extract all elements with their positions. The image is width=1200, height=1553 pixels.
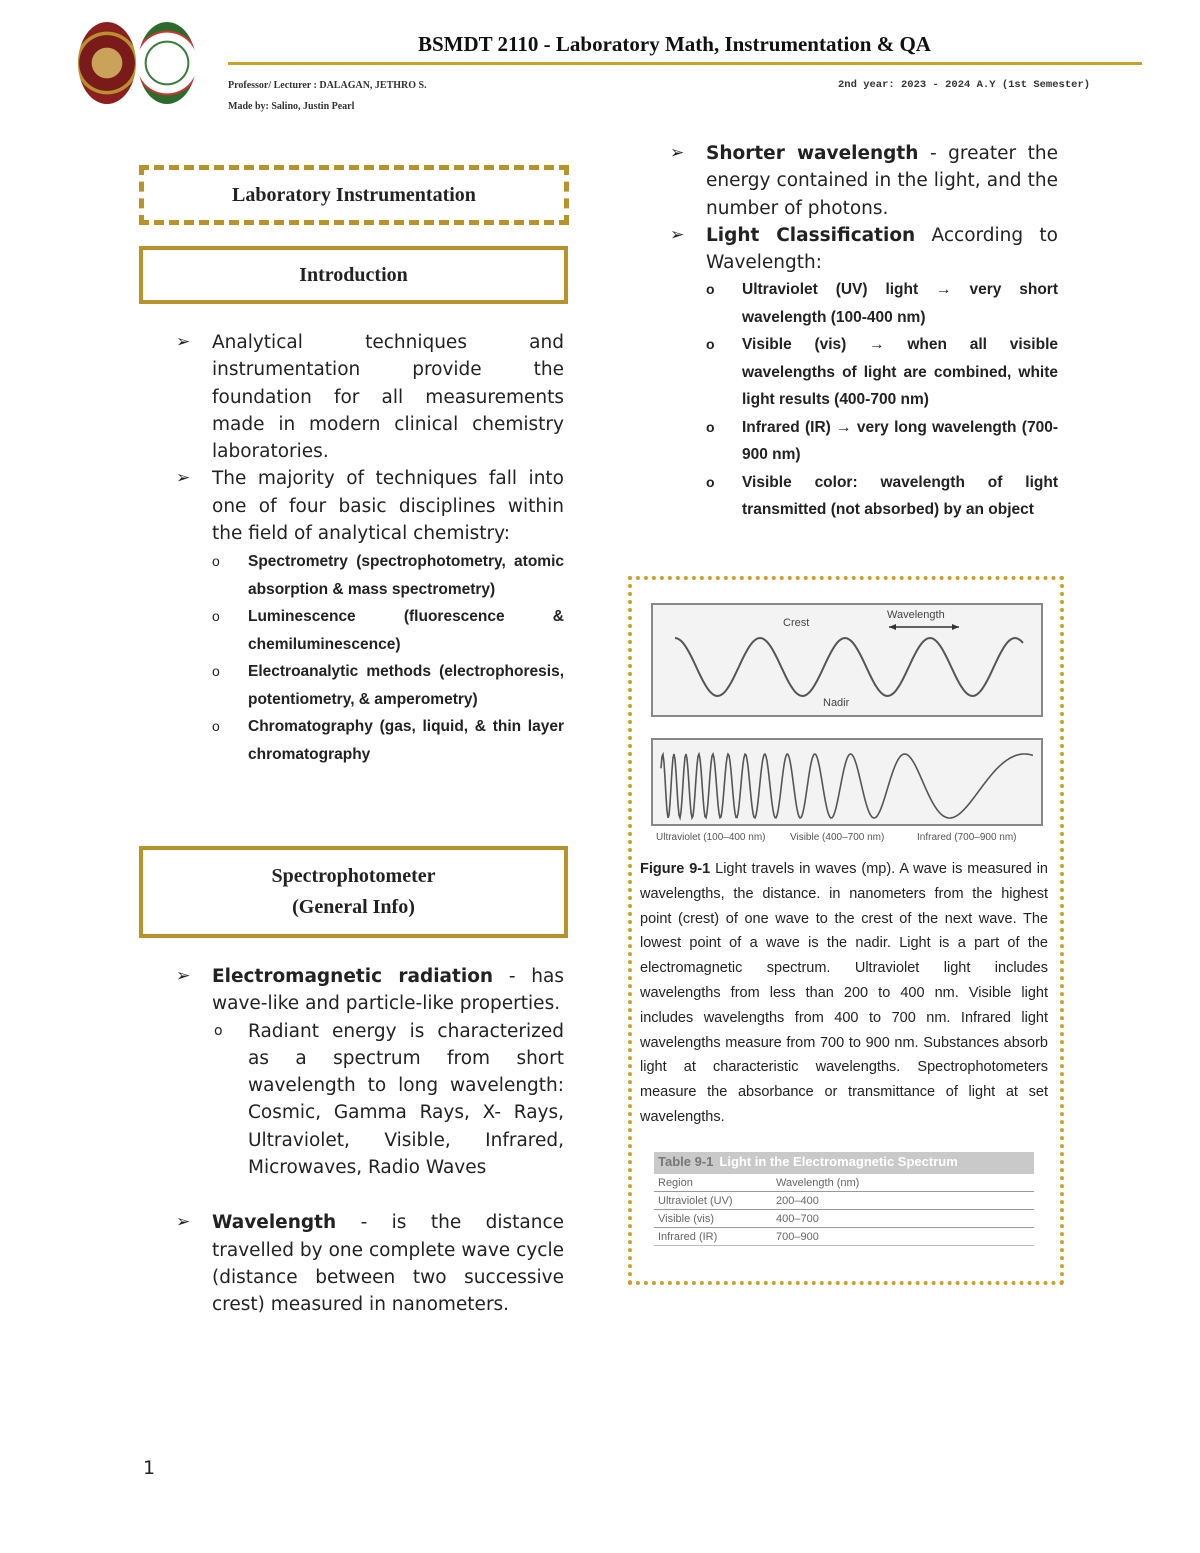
made-by: Made by: Salino, Justin Pearl xyxy=(228,101,355,112)
list-item: o Luminescence (fluorescence & chemiluminescence) xyxy=(212,608,564,653)
table-title: Table 9-1 Light in the Electromagnetic Spectrum xyxy=(654,1152,1034,1174)
list-item: ➢ Analytical techniques and instrumentation provide the foundation for all measurements made in modern clinical chemistry laboratories. xyxy=(176,329,564,465)
spectrophotometer-heading: Spectrophotometer (General Info) xyxy=(139,846,568,938)
arrow-right-icon xyxy=(952,624,959,630)
figure-caption: Figure 9-1 Light travels in waves (mp). A wave is measured in wavelengths, the distance. in nanometers from the highest point (crest) of one wave to the crest of the next wave. The lowest point of a wave is the nadir. Light is a part of the electromagnetic spectrum. Ultraviolet light includes wavelengths from less than 200 to 400 nm. Visible light includes wavelengths from 400 to 700 nm. Infrared light wavelengths measure from 700 to 900 nm. Substances absorb light at characteristic wavelengths. Spectrophotometers measure the absorbance or transmittance of light at set wavelengths. xyxy=(640,861,1049,1125)
academic-year: 2nd year: 2023 - 2024 A.Y (1st Semester) xyxy=(838,79,1091,91)
list-item: ➢ Electromagnetic radiation - has wave-like and particle-like properties. xyxy=(176,963,564,1018)
list-item: o Ultraviolet (UV) light → very short wavelength (100-400 nm) xyxy=(706,281,1058,326)
school-logo xyxy=(78,22,136,104)
table-row: Infrared (IR) 700–900 xyxy=(654,1228,1034,1246)
arrow-bullet-icon: ➢ xyxy=(176,468,191,489)
list-item: ➢ Shorter wavelength - greater the energy contained in the light, and the number of photons. xyxy=(670,140,1058,222)
list-item: o Visible color: wavelength of light transmitted (not absorbed) by an object xyxy=(706,473,1058,519)
wave-diagram xyxy=(651,603,1043,717)
list-item: o Radiant energy is characterized as a spectrum from short wavelength to long wavelength: Cosmic, Gamma Rays, X- Rays, Ultraviolet, Visible, Infrared, Microwaves, Radio Waves xyxy=(214,1020,564,1179)
classification-list xyxy=(670,276,1058,524)
intro-heading: Introduction xyxy=(139,246,568,304)
discipline-list xyxy=(176,548,564,768)
list-item: ➢ The majority of techniques fall into one of four basic disciplines within the field of analytical chemistry: xyxy=(176,465,564,547)
visible-range-label: Visible (400–700 nm) xyxy=(790,832,885,843)
chirp-wave-line xyxy=(661,754,1033,818)
arrow-bullet-icon: ➢ xyxy=(176,966,191,986)
list-item: o Chromatography (gas, liquid, & thin layer chromatography xyxy=(212,718,564,763)
arrow-bullet-icon: ➢ xyxy=(176,332,191,352)
page-number: 1 xyxy=(143,1457,156,1479)
uv-range-label: Ultraviolet (100–400 nm) xyxy=(656,832,766,843)
spectrum-table xyxy=(654,1152,1034,1246)
main-title: Laboratory Instrumentation xyxy=(139,165,569,225)
list-item: ➢ Wavelength - is the distance travelled by one complete wave cycle (distance between two successive crest) measured in nanometers. xyxy=(176,1209,564,1318)
list-item: o Infrared (IR) → very long wavelength (700-900 nm) xyxy=(706,418,1058,464)
light-list xyxy=(670,140,1058,524)
spectrum-diagram xyxy=(651,738,1043,826)
spectrum-svg xyxy=(653,740,1041,824)
arrow-bullet-icon: ➢ xyxy=(670,224,685,245)
course-title: BSMDT 2110 - Laboratory Math, Instrumentation & QA xyxy=(418,32,931,56)
list-item: o Visible (vis) → when all visible wavelengths of light are combined, white light results (400-700 nm) xyxy=(706,336,1058,409)
table-row: Visible (vis) 400–700 xyxy=(654,1210,1034,1228)
spectro-list xyxy=(176,963,564,1319)
ir-range-label: Infrared (700–900 nm) xyxy=(917,832,1017,843)
arrow-left-icon xyxy=(889,624,896,630)
arrow-bullet-icon: ➢ xyxy=(176,1212,191,1233)
table-header-row: Region Wavelength (nm) xyxy=(654,1174,1034,1192)
wavelength-label: Wavelength xyxy=(887,609,945,621)
list-item: o Spectrometry (spectrophotometry, atomic absorption & mass spectrometry) xyxy=(212,553,564,598)
arrow-bullet-icon: ➢ xyxy=(670,143,685,163)
intro-list xyxy=(176,329,564,768)
department-logo xyxy=(138,22,196,104)
crest-label: Crest xyxy=(783,617,810,629)
professor: Professor/ Lecturer : DALAGAN, JETHRO S. xyxy=(228,80,427,91)
nadir-label: Nadir xyxy=(823,697,850,709)
list-item: ➢ Light Classification According to Wavelength: xyxy=(670,222,1058,277)
list-item: o Electroanalytic methods (electrophoresis, potentiometry, & amperometry) xyxy=(212,663,564,708)
header-divider xyxy=(228,62,1142,65)
table-row: Ultraviolet (UV) 200–400 xyxy=(654,1192,1034,1210)
wave-line xyxy=(675,638,1023,696)
